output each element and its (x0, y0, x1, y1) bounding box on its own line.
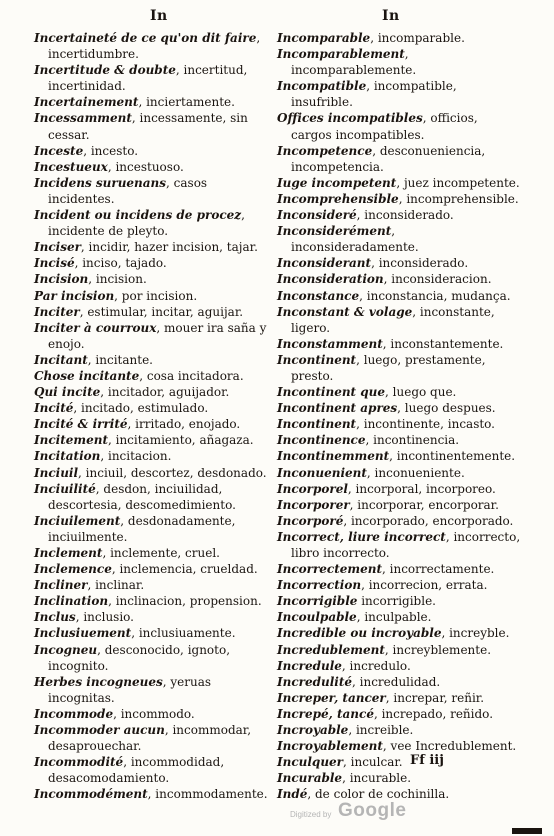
entry-headword: Inconstance (277, 288, 360, 303)
dictionary-entry (277, 143, 521, 175)
entry-headword: Incommoder aucun (34, 723, 165, 738)
entry-definition: , incredulo. (341, 658, 411, 673)
entry-headword: Incontinent que (277, 385, 386, 400)
entry-headword: Incision (34, 272, 89, 287)
entry-headword: Inciuil (34, 465, 79, 480)
dictionary-entry (34, 110, 272, 142)
entry-definition: , incomparable. (370, 31, 465, 45)
entry-headword: Inciser (34, 240, 81, 255)
entry-headword: Inconstamment (277, 336, 383, 351)
entry-definition: , incision. (88, 272, 147, 287)
dictionary-entry (34, 786, 272, 802)
dictionary-entry (277, 513, 521, 529)
entry-definition: , incompatible, insufrible. (291, 79, 457, 110)
dictionary-entry (34, 448, 272, 464)
entry-headword: Incorporé (277, 513, 344, 528)
entry-headword: Incommodément (34, 787, 148, 802)
entry-headword: Incroyablement (277, 739, 383, 754)
entry-headword: Incommode (34, 706, 114, 721)
entry-definition: , incessamente, sin cessar. (48, 111, 248, 142)
dictionary-entry (277, 352, 521, 384)
dictionary-entry (277, 304, 521, 336)
entry-definition: , increible. (348, 723, 414, 738)
entry-definition: , luego, prestamente, presto. (291, 352, 486, 383)
dictionary-entry (277, 336, 521, 352)
right-column (277, 30, 521, 803)
dictionary-entry (34, 288, 272, 304)
entry-definition: , inclusio. (75, 610, 134, 625)
entry-definition: incorrigible. (357, 594, 436, 609)
entry-definition: , incontinente, incasto. (356, 417, 495, 432)
entry-definition: , estimular, incitar, aguijar. (79, 304, 244, 319)
dictionary-entry (34, 352, 272, 368)
entry-headword: Inconsideration (277, 272, 384, 287)
entry-definition: , incestuoso. (107, 159, 184, 174)
entry-headword: Incorporel (277, 481, 348, 496)
entry-headword: Incompetence (277, 143, 373, 158)
entry-headword: Inceste (34, 143, 84, 158)
entry-headword: Incestueux (34, 159, 108, 174)
dictionary-entry (34, 625, 272, 641)
dictionary-entry (277, 432, 521, 448)
entry-definition: , officios, cargos incompatibles. (291, 111, 478, 142)
dictionary-entry (277, 78, 521, 110)
entry-definition: , inconstante, ligero. (291, 304, 495, 335)
entry-headword: Inconsiderément (277, 224, 392, 239)
entry-headword: Incorrectement (277, 562, 383, 577)
entry-headword: Incredible ou incroyable (277, 626, 442, 641)
entry-headword: Herbes incogneues (34, 674, 163, 689)
dictionary-entry (34, 304, 272, 320)
dictionary-entry (34, 143, 272, 159)
dictionary-entry (277, 738, 521, 754)
entry-definition: , incorrecion, errata. (361, 578, 488, 593)
signature-mark: Ff iij (410, 753, 444, 768)
entry-definition: , inconsideracion. (383, 272, 492, 287)
dictionary-entry (34, 722, 272, 754)
entry-definition: , irritado, enojado. (127, 417, 241, 432)
dictionary-entry (277, 481, 521, 497)
entry-headword: Indé (277, 787, 308, 802)
entry-headword: Incontinent (277, 417, 357, 432)
entry-headword: Offices incompatibles (277, 111, 423, 126)
entry-definition: , casos incidentes. (48, 175, 208, 206)
entry-headword: Incorporer (277, 497, 350, 512)
entry-definition: , increyblemente. (384, 642, 492, 657)
dictionary-entry (277, 609, 521, 625)
dictionary-entry (34, 432, 272, 448)
dictionary-entry (34, 754, 272, 786)
dictionary-entry (34, 561, 272, 577)
dictionary-entry (277, 658, 521, 674)
dictionary-entry (277, 690, 521, 706)
dictionary-entry (34, 545, 272, 561)
dictionary-entry (277, 255, 521, 271)
entry-headword: Incredublement (277, 642, 385, 657)
dictionary-entry (277, 30, 521, 46)
entry-headword: Incorrection (277, 578, 362, 593)
entry-headword: Incessamment (34, 111, 132, 126)
entry-definition: , incomparablemente. (291, 47, 417, 78)
dictionary-entry (34, 239, 272, 255)
dictionary-entry (34, 416, 272, 432)
entry-headword: Incitement (34, 433, 108, 448)
entry-definition: , incommodo. (113, 706, 195, 721)
entry-definition: , inconstancia, mudança. (359, 288, 511, 303)
entry-definition: , incommodidad, desacomodamiento. (48, 755, 225, 786)
entry-definition: , increpar, reñir. (385, 690, 485, 705)
entry-definition: , inculcar. (343, 755, 403, 770)
entry-headword: Increper, tancer (277, 690, 386, 705)
dictionary-entry (277, 754, 521, 770)
dictionary-entry (277, 207, 521, 223)
dictionary-entry (34, 706, 272, 722)
entry-definition: , vee Incredublement. (382, 739, 517, 754)
dictionary-entry (34, 384, 272, 400)
dictionary-entry (34, 62, 272, 94)
entry-headword: Incisé (34, 256, 75, 271)
dictionary-entry (277, 271, 521, 287)
entry-definition: , incertidumbre. (48, 31, 261, 62)
dictionary-entry (277, 384, 521, 400)
entry-definition: , incitamiento, añagaza. (107, 433, 254, 448)
entry-definition: , incorrecto, libro incorrecto. (291, 529, 521, 560)
entry-headword: Incompatible (277, 79, 367, 94)
entry-headword: Qui incite (34, 385, 101, 400)
entry-headword: Inclusiuement (34, 626, 132, 641)
dictionary-entry (277, 46, 521, 78)
entry-headword: Inciter à courroux (34, 320, 157, 335)
entry-definition: , inciertamente. (138, 95, 235, 110)
dictionary-entry (34, 465, 272, 481)
dictionary-entry (277, 722, 521, 738)
entry-definition: , juez incompetente. (396, 175, 520, 190)
entry-definition: , incesto. (83, 143, 139, 158)
dictionary-entry (277, 416, 521, 432)
entry-headword: Inclus (34, 610, 76, 625)
digitization-watermark (290, 800, 430, 824)
dictionary-entry (34, 481, 272, 513)
dictionary-entry (277, 561, 521, 577)
entry-definition: , incredulidad. (352, 674, 441, 689)
entry-definition: , inconsiderado. (371, 256, 469, 271)
dictionary-entry (34, 159, 272, 175)
dictionary-entry (34, 320, 272, 352)
entry-headword: Incoulpable (277, 610, 357, 625)
entry-definition: , incitacion. (100, 449, 172, 464)
dictionary-entry (277, 497, 521, 513)
entry-definition: , de color de cochinilla. (307, 787, 450, 802)
dictionary-entry (34, 577, 272, 593)
dictionary-entry (34, 400, 272, 416)
entry-headword: Incomprehensible (277, 191, 399, 206)
entry-headword: Inciuilement (34, 513, 121, 528)
entry-definition: , yeruas incognitas. (48, 674, 212, 705)
entry-headword: Incomparable (277, 31, 371, 45)
entry-headword: Incroyable (277, 723, 349, 738)
dictionary-entry (277, 110, 521, 142)
dictionary-entry (34, 513, 272, 545)
entry-headword: Incident ou incidens de procez (34, 208, 242, 223)
dictionary-entry (277, 448, 521, 464)
entry-headword: Incité (34, 401, 74, 416)
dictionary-entry (34, 271, 272, 287)
dictionary-entry (277, 288, 521, 304)
entry-definition: , inclusiuamente. (131, 626, 236, 641)
dictionary-entry (34, 207, 272, 239)
entry-definition: , inclinacion, propension. (108, 594, 262, 609)
dictionary-entry (277, 223, 521, 255)
watermark-prefix: Digitized by (290, 810, 332, 819)
dictionary-entry (277, 770, 521, 786)
entry-definition: , increyble. (441, 626, 510, 641)
entry-definition: , incitado, estimulado. (73, 401, 209, 416)
entry-headword: Inclination (34, 594, 109, 609)
dictionary-entry (34, 255, 272, 271)
entry-headword: Inclement (34, 546, 103, 560)
entry-headword: Par incision (34, 288, 115, 303)
entry-headword: Incliner (34, 578, 88, 593)
entry-definition: , inclinar. (87, 578, 145, 593)
dictionary-entry (277, 642, 521, 658)
left-column (34, 30, 272, 803)
entry-definition: , inciuil, descortez, desdonado. (78, 465, 267, 480)
scan-edge-mark (512, 828, 542, 834)
entry-headword: Incommodité (34, 755, 124, 770)
entry-headword: Increpé, tancé (277, 706, 374, 721)
entry-definition: , inculpable. (356, 610, 432, 625)
entry-headword: Incorrect, liure incorrect (277, 529, 446, 544)
entry-headword: Incertitude & doubte (34, 63, 176, 78)
entry-definition: , inconsiderado. (356, 208, 454, 223)
dictionary-entry (277, 577, 521, 593)
entry-definition: , increpado, reñido. (373, 706, 494, 721)
entry-headword: Incertainement (34, 95, 139, 110)
entry-headword: Incorrigible (277, 594, 358, 609)
entry-headword: Inconuenient (277, 465, 367, 480)
dictionary-entry (277, 465, 521, 481)
entry-definition: , inciso, tajado. (74, 256, 167, 271)
entry-headword: Incitant (34, 352, 88, 367)
entry-definition: , desdonadamente, inciuilmente. (48, 513, 236, 544)
dictionary-entry (34, 609, 272, 625)
entry-definition: , luego que. (385, 385, 457, 400)
entry-definition: , inconsideradamente. (291, 224, 419, 255)
entry-headword: Incitation (34, 449, 101, 464)
entry-headword: Incontinent apres (277, 401, 398, 416)
entry-definition: , incommodar, desaprouechar. (48, 723, 252, 754)
entry-definition: , desconocido, ignoto, incognito. (48, 642, 231, 673)
dictionary-entry (34, 368, 272, 384)
entry-headword: Incredule (277, 658, 342, 673)
watermark-logo: Google (338, 800, 407, 821)
dictionary-entry (277, 400, 521, 416)
dictionary-entry (34, 593, 272, 609)
entry-headword: Incité & irrité (34, 417, 128, 432)
entry-definition: , mouer ira saña y enojo. (48, 320, 267, 351)
entry-definition: , incorporal, incorporeo. (347, 481, 496, 496)
entry-headword: Incontinemment (277, 449, 390, 464)
dictionary-entry (277, 625, 521, 641)
entry-headword: Incontinent (277, 352, 357, 367)
dictionary-entry (34, 30, 272, 62)
entry-headword: Incidens suruenans (34, 175, 167, 190)
entry-definition: , incontinentemente. (389, 449, 516, 464)
entry-definition: , incorporar, encorporar. (349, 497, 499, 512)
entry-definition: , incitador, aguijador. (100, 385, 230, 400)
entry-definition: , incomprehensible. (398, 191, 519, 206)
entry-headword: Incogneu (34, 642, 98, 657)
running-head-right: In (382, 8, 400, 24)
dictionary-entry (277, 191, 521, 207)
running-head-left: In (150, 8, 168, 24)
dictionary-entry (277, 674, 521, 690)
dictionary-entry (34, 175, 272, 207)
entry-headword: Inciter (34, 304, 80, 319)
entry-headword: Incredulité (277, 674, 353, 689)
entry-headword: Incontinence (277, 433, 366, 448)
entry-definition: , incertitud, incertinidad. (48, 63, 248, 94)
dictionary-entry (277, 175, 521, 191)
entry-definition: , incidir, hazer incision, tajar. (80, 240, 258, 255)
entry-definition: , desconueniencia, incompetencia. (291, 143, 486, 174)
entry-definition: , incommodamente. (147, 787, 268, 802)
entry-definition: , inclemente, cruel. (102, 546, 220, 560)
entry-headword: Inconsiderant (277, 256, 372, 271)
entry-headword: Iuge incompetent (277, 175, 397, 190)
dictionary-entry (34, 94, 272, 110)
entry-definition: , inconstantemente. (382, 336, 504, 351)
dictionary-entry (34, 674, 272, 706)
entry-definition: , inconueniente. (366, 465, 465, 480)
entry-definition: , cosa incitadora. (139, 368, 244, 383)
dictionary-entry (34, 642, 272, 674)
entry-definition: , desdon, inciuilidad, descortesia, descomedimiento. (48, 481, 236, 512)
entry-definition: , por incision. (114, 288, 198, 303)
dictionary-entry (277, 593, 521, 609)
entry-headword: Inclemence (34, 562, 112, 577)
entry-definition: , inclemencia, crueldad. (111, 562, 258, 577)
entry-headword: Inconsideré (277, 208, 357, 223)
entry-headword: Chose incitante (34, 368, 140, 383)
entry-headword: Inconstant & volage (277, 304, 413, 319)
dictionary-entry (277, 529, 521, 561)
entry-headword: Incurable (277, 771, 343, 786)
entry-definition: , incorrectamente. (382, 562, 495, 577)
entry-definition: , incidente de pleyto. (48, 208, 245, 239)
entry-definition: , luego despues. (397, 401, 496, 416)
entry-headword: Incertaineté de ce qu'on dit faire (34, 31, 257, 45)
entry-headword: Inciuilité (34, 481, 96, 496)
entry-definition: , incontinencia. (365, 433, 460, 448)
entry-definition: , incurable. (342, 771, 412, 786)
dictionary-entry (277, 706, 521, 722)
entry-definition: , incitante. (87, 352, 153, 367)
entry-definition: , incorporado, encorporado. (343, 513, 514, 528)
entry-headword: Inculquer (277, 755, 343, 770)
entry-headword: Incomparablement (277, 47, 405, 62)
